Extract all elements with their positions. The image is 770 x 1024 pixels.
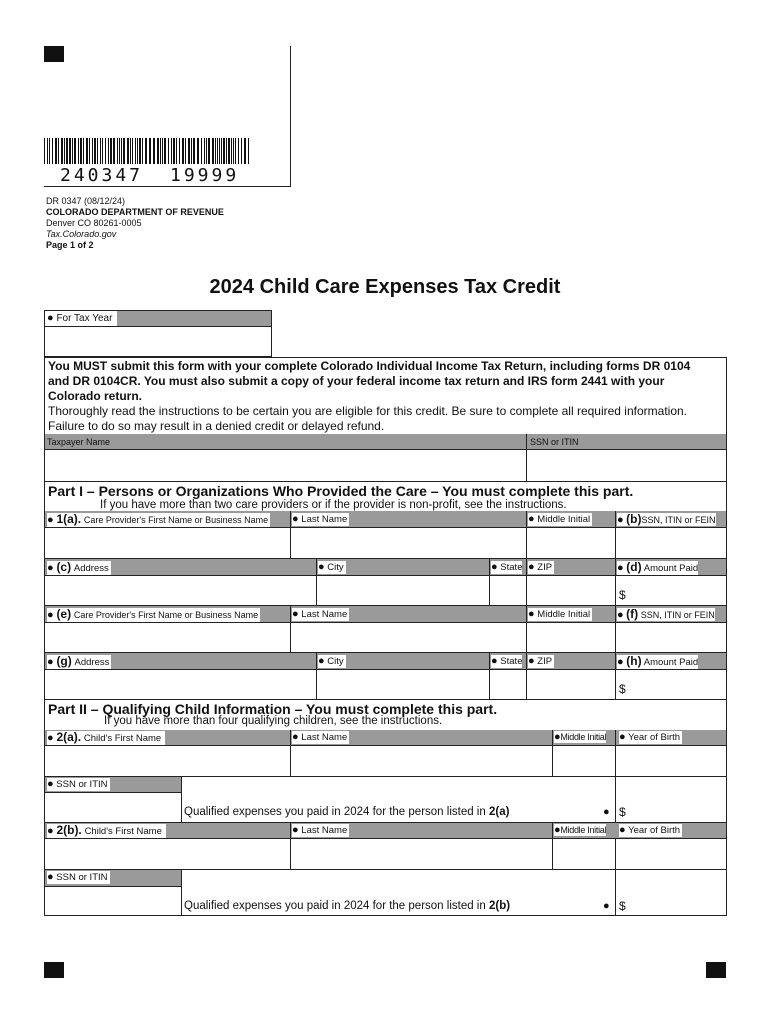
child1-expense-bullet: ● bbox=[603, 806, 610, 818]
provider1-city-label: ● City bbox=[318, 561, 344, 573]
notice-line-4: Thoroughly read the instructions to be certain you are eligible for this credit. Be sure to complete all required information. bbox=[48, 404, 687, 418]
child2-first-label: ● 2(b). Child's First Name bbox=[47, 824, 166, 838]
provider2-name-label: ● (e) Care Provider's First Name or Business Name bbox=[47, 607, 259, 621]
part2-title: Part II – Qualifying Child Information – You must complete this part. bbox=[48, 701, 498, 717]
child1-mi-label: ●Middle Initial bbox=[554, 731, 607, 743]
provider1-address-input[interactable] bbox=[46, 577, 315, 604]
provider2-amount-label: ● (h) Amount Paid bbox=[617, 654, 699, 668]
provider2-zip-label: ● ZIP bbox=[528, 655, 553, 667]
form-id: DR 0347 (08/12/24) bbox=[46, 196, 126, 206]
provider2-zip-input[interactable] bbox=[528, 671, 614, 698]
provider2-dollar-sign: $ bbox=[619, 682, 626, 696]
barcode-box-bottom-rule bbox=[44, 186, 291, 187]
provider1-state-input[interactable] bbox=[491, 577, 525, 604]
barcode-digits-left: 240347 bbox=[60, 165, 144, 186]
barcode-box-right-rule bbox=[290, 46, 291, 186]
child2-last-name-input[interactable] bbox=[292, 840, 551, 868]
child2-yob-input[interactable] bbox=[617, 840, 725, 868]
registration-mark-bottom-left bbox=[44, 962, 64, 978]
notice-bold-line-1: You MUST submit this form with your complete Colorado Individual Income Tax Return, including forms DR 0104 bbox=[48, 359, 691, 373]
child1-yob-label: ● Year of Birth bbox=[619, 731, 681, 743]
provider1-zip-label: ● ZIP bbox=[528, 561, 553, 573]
notice-bold-line-2: and DR 0104CR. You must also submit a copy of your federal income tax return and IRS form 2441 with your bbox=[48, 374, 665, 388]
provider1-ssn-input[interactable] bbox=[617, 529, 725, 557]
tax-year-input[interactable] bbox=[46, 328, 270, 355]
part2-subtitle: If you have more than four qualifying children, see the instructions. bbox=[104, 715, 443, 727]
provider1-amount-input[interactable] bbox=[630, 577, 725, 604]
provider2-first-name-input[interactable] bbox=[46, 624, 289, 651]
child1-expense-text: Qualified expenses you paid in 2024 for the person listed in 2(a) bbox=[184, 806, 510, 818]
provider1-mi-label: ● Middle Initial bbox=[528, 513, 591, 525]
provider1-last-label: ● Last Name bbox=[292, 513, 348, 525]
notice-text bbox=[48, 359, 724, 434]
child2-ssn-input[interactable] bbox=[46, 888, 180, 914]
taxpayer-name-input[interactable] bbox=[46, 451, 524, 479]
provider1-city-input[interactable] bbox=[318, 577, 488, 604]
child1-dollar-sign: $ bbox=[619, 805, 626, 819]
provider2-address-label: ● (g) Address bbox=[47, 654, 110, 668]
department-address: Denver CO 80261-0005 bbox=[46, 218, 142, 228]
child2-mi-label: ●Middle Initial bbox=[554, 824, 607, 836]
child2-dollar-sign: $ bbox=[619, 899, 626, 913]
child2-expense-bullet: ● bbox=[603, 900, 610, 912]
provider1-mi-input[interactable] bbox=[528, 529, 614, 557]
registration-mark-bottom-right bbox=[706, 962, 726, 978]
child1-ssn-label: ● SSN or ITIN bbox=[47, 778, 108, 790]
provider1-name-label: ● 1(a). Care Provider's First Name or Business Name bbox=[47, 512, 269, 526]
child2-yob-label: ● Year of Birth bbox=[619, 824, 681, 836]
child2-first-name-input[interactable] bbox=[46, 840, 289, 868]
child2-expense-text: Qualified expenses you paid in 2024 for the person listed in 2(b) bbox=[184, 900, 511, 912]
provider2-state-label: ● State bbox=[491, 655, 523, 667]
provider2-state-input[interactable] bbox=[491, 671, 525, 698]
child2-ssn-label: ● SSN or ITIN bbox=[47, 871, 108, 883]
form-title: 2024 Child Care Expenses Tax Credit bbox=[209, 276, 561, 298]
child2-expense-input[interactable] bbox=[630, 888, 725, 914]
part1-subtitle: If you have more than two care providers or if the provider is non-profit, see the instructions. bbox=[100, 499, 567, 511]
child1-first-label: ● 2(a). Child's First Name bbox=[47, 731, 165, 745]
part1-title: Part I – Persons or Organizations Who Provided the Care – You must complete this part. bbox=[48, 483, 634, 499]
provider1-first-name-input[interactable] bbox=[46, 529, 289, 557]
provider2-last-name-input[interactable] bbox=[292, 624, 525, 651]
provider2-amount-input[interactable] bbox=[630, 671, 725, 698]
child1-first-name-input[interactable] bbox=[46, 747, 289, 775]
child1-expense-input[interactable] bbox=[630, 794, 725, 821]
provider1-zip-input[interactable] bbox=[528, 577, 614, 604]
child1-last-label: ● Last Name bbox=[292, 731, 348, 743]
provider2-mi-label: ● Middle Initial bbox=[528, 608, 591, 620]
provider2-last-label: ● Last Name bbox=[292, 608, 348, 620]
child2-mi-input[interactable] bbox=[554, 840, 614, 868]
child1-last-name-input[interactable] bbox=[292, 747, 551, 775]
provider1-last-name-input[interactable] bbox=[292, 529, 525, 557]
barcode-digits-right: 19999 bbox=[170, 165, 240, 186]
website: Tax.Colorado.gov bbox=[46, 229, 117, 239]
child2-last-label: ● Last Name bbox=[292, 824, 348, 836]
taxpayer-ssn-label: SSN or ITIN bbox=[530, 437, 579, 447]
provider1-dollar-sign: $ bbox=[619, 588, 626, 602]
notice-line-5: Failure to do so may result in a denied credit or delayed refund. bbox=[48, 419, 385, 433]
provider2-city-label: ● City bbox=[318, 655, 344, 667]
department-name: COLORADO DEPARTMENT OF REVENUE bbox=[46, 207, 224, 217]
tax-year-shade bbox=[117, 311, 271, 326]
provider2-ssn-input[interactable] bbox=[617, 624, 725, 651]
provider2-city-input[interactable] bbox=[318, 671, 488, 698]
provider1-ssn-label: ● (b)SSN, ITIN or FEIN bbox=[617, 512, 716, 526]
registration-mark-top-left bbox=[44, 46, 64, 62]
provider1-amount-label: ● (d) Amount Paid bbox=[617, 560, 699, 574]
provider2-mi-input[interactable] bbox=[528, 624, 614, 651]
provider1-state-label: ● State bbox=[491, 561, 523, 573]
taxpayer-name-label: Taxpayer Name bbox=[47, 437, 111, 447]
tax-year-label: ● For Tax Year bbox=[47, 312, 113, 324]
provider1-address-label: ● (c) Address bbox=[47, 560, 109, 574]
child1-yob-input[interactable] bbox=[617, 747, 725, 775]
page-number: Page 1 of 2 bbox=[46, 240, 94, 250]
child1-mi-input[interactable] bbox=[554, 747, 614, 775]
barcode bbox=[44, 138, 252, 164]
child1-ssn-input[interactable] bbox=[46, 794, 180, 821]
notice-bold-line-3: Colorado return. bbox=[48, 389, 143, 403]
provider2-ssn-label: ● (f) SSN, ITIN or FEIN bbox=[617, 607, 715, 621]
taxpayer-ssn-input[interactable] bbox=[528, 451, 725, 479]
provider2-address-input[interactable] bbox=[46, 671, 315, 698]
